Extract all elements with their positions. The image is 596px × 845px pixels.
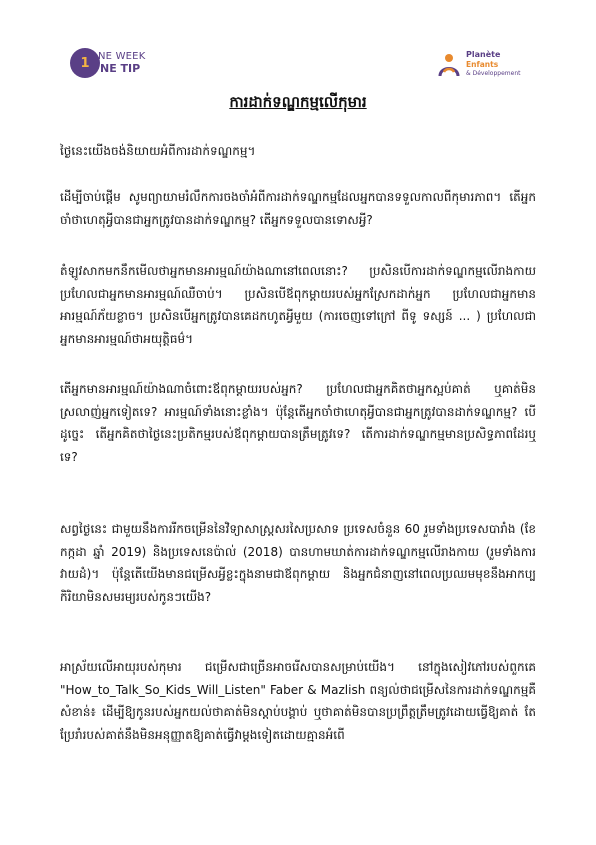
paragraph-6: អាស្រ័យលើអាយុរបស់កុមារ ជម្រើសជាច្រើនអាចរើសបានសម្រាប់យើង។ នៅក្នុងសៀវភៅរបស់ពួកគេ "How_to_Talk_So_Kids_Will_Listen" Faber & Mazlish ពន្យល់ថាជម្រើសនៃការដាក់ទណ្ឌកម្មគឺសំខាន់៖ ដើម្បីឱ្យកូនរបស់អ្នកយល់ថាគាត់មិនស្តាប់បង្គាប់ ឬថាគាត់មិនបានប្រព្រឹត្តត្រឹមត្រូវដោយធ្វើឱ្យគាត់ តែប្រែរាំរបស់គាត់នឹងមិនអនុញ្ញាតឱ្យគាត់ធ្វើវាម្តងទៀតដោយគ្មានអំពើ [60,660,536,742]
logo-right-line3: & Développement [466,70,521,77]
document-title: ការដាក់ទណ្ឌកម្មលើកុមារ [229,93,367,111]
logo-right-line2: Enfants [466,60,499,69]
paragraph-5: សព្វថ្ងៃនេះ ជាមួយនឹងការរីកចម្រើននៃវិទ្យាសាស្ត្រសរសៃប្រសាទ ប្រទេសចំនួន 60 រួមទាំងប្រទេសបារាំង (ខែកក្កដា ឆ្នាំ 2019) និងប្រទេសនេប៉ាល់ (2018) បានហាមឃាត់ការដាក់ទណ្ឌកម្មលើរាងកាយ (រួមទាំងការវាយដំ)។ ប៉ុន្តែតើយើងមានជម្រើសអ្វីខ្លះក្នុងនាមជាឪពុកម្តាយ និងអ្នកជំនាញនៅពេលប្រឈមមុខនឹងអាកប្បកិរិយាមិនសមរម្យរបស់កូនៗយើង? [60,522,536,604]
logo-text-line1: NE WEEK [98,51,146,62]
logo-circle-icon [70,48,100,78]
planete-enfants-logo [436,48,536,84]
logo-text-line2: NE TIP [100,62,141,75]
logo-mark: 1 [80,55,90,71]
person-icon [436,52,462,78]
logo-right-line1: Planète [466,50,501,59]
paragraph-4: តើអ្នកមានអារម្មណ៍យ៉ាងណាចំពោះឪពុកម្តាយរបស់អ្នក? ប្រហែលជាអ្នកគិតថាអ្នកស្អប់គាត់ ឬគាត់មិនស្រលាញ់អ្នកទៀតទេ? អារម្មណ៍ទាំងនោះខ្លាំង។ ប៉ុន្តែតើអ្នកចាំថាហេតុអ្វីបានជាអ្នកត្រូវបានដាក់ទណ្ឌកម្ម? បើដូច្នេះ តើអ្នកគិតថាថ្ងៃនេះប្រតិកម្មរបស់ឪពុកម្តាយបានត្រឹមត្រូវទេ? តើការដាក់ទណ្ឌកម្មមានប្រសិទ្ធភាពដែរឬទេ? [60,382,536,464]
paragraph-1: ថ្ងៃនេះយើងចង់និយាយអំពីការដាក់ទណ្ឌកម្ម។ [60,144,256,158]
paragraph-3: តំឡូវសាកមកនឹកមើលថាអ្នកមានអារម្មណ៍យ៉ាងណានៅពេលនោះ? ប្រសិនបើការដាក់ទណ្ឌកម្មលើរាងកាយ ប្រហែលជាអ្នកមានអារម្មណ៍ឈឺចាប់។ ប្រសិនបើឪពុកម្តាយរបស់អ្នកស្រែកដាក់អ្នក ប្រហែលជាអ្នកមានអារម្មណ៍ភ័យខ្លាច។ ប្រសិនបើអ្នកត្រូវបានគេដកហូតអ្វីមួយ (ការចេញទៅក្រៅ ពីទូ ទស្សន៍ ... ) ប្រហែលជាអ្នកមានអារម្មណ៍ថាអយុត្តិធម៌។ [60,264,536,346]
paragraph-2: ដើម្បីចាប់ផ្តើម សូមព្យាយាមរំលឹកការចងចាំអំពីការដាក់ទណ្ឌកម្មដែលអ្នកបានទទួលកាលពីកុមារភាព។ តើអ្នកចាំថាហេតុអ្វីបានជាអ្នកត្រូវបានដាក់ទណ្ឌកម្ម? តើអ្នកទទួលបានទោសអ្វី? [60,190,536,227]
one-week-one-tip-logo [70,48,180,84]
